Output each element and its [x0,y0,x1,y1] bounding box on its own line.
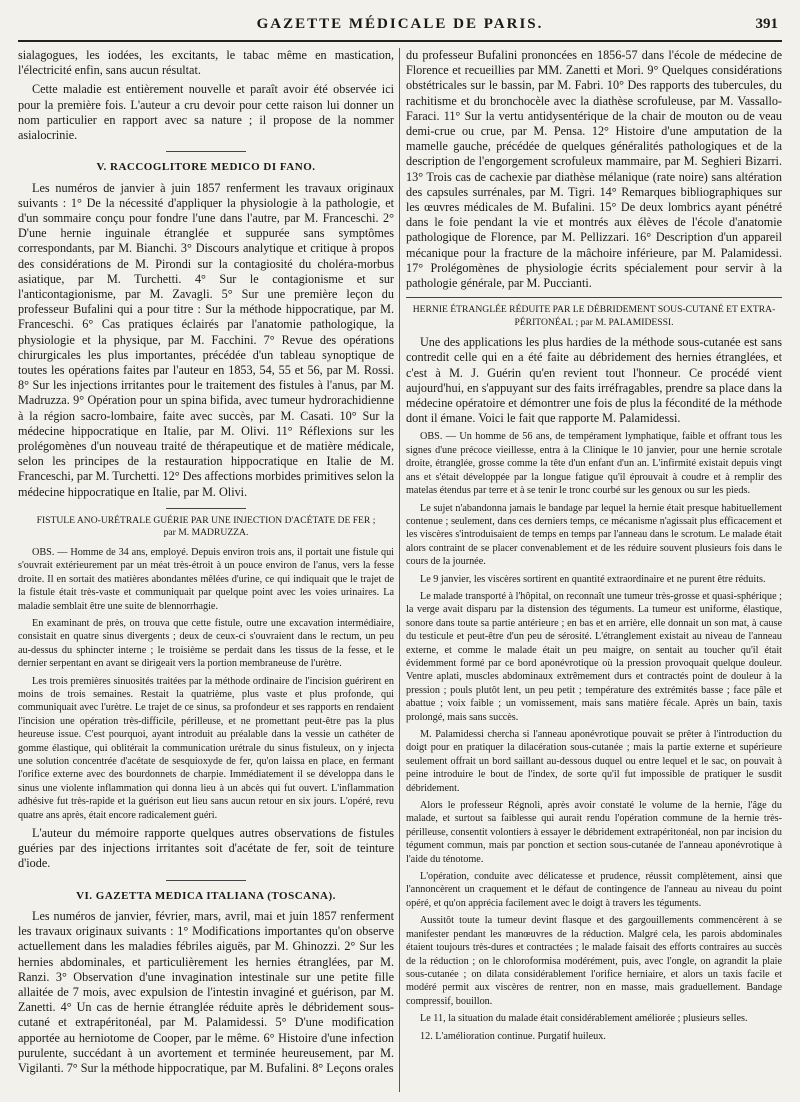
paragraph: OBS. — Un homme de 56 ans, de tempérament lymphatique, faible et offrant tous les signes d'une précoce vieillesse, entra à la Clinique le 10 janvier, pour une hernie scrotale droite, étranglée, grosse comme la tête d'un enfant d'un an. L'infirmité existait depuis vingt ans et s'était développée par la longue fatigue qu'il éprouvait à coudre et à remplir des matelas étendus par terre et à se tenir le tronc courbé sur les genoux ou sur les pieds. [406,431,782,497]
paragraph: Le sujet n'abandonna jamais le bandage par lequel la hernie était presque habituellement contenue ; seulement, dans ces derniers temps, ce mécanisme n'agissait plus efficacement et les viscères s'introduisaient de temps en temps par l'anneau dans le scrotum. Le malade était alors contraint de se placer convenablement et de les réduire souvent plusieurs fois dans le cours de la journée. [406,502,782,568]
paragraph: Les trois premières sinuosités traitées par la méthode ordinaire de l'incision guérirent en moins de trois semaines. Restait la quatrième, plus vaste et plus profonde, qui communiquait avec l'urètre. Le trajet de ce sinus, sa profondeur et ses rapports en rendaient l'incision une opération très-difficile, périlleuse, et ne promettant peut-être pas la plus heureuse issue. C'est pourquoi, ayant introduit au préalable dans la vessie un cathéter de gomme élastique, qui oblitérait la communication urétrale du sinus fistuleux, on y injecta une solution concentrée d'acétate de sesquioxyde de fer, qu'on laissa en place, en fermant l'orifice externe avec des bourdonnets de charpie. Immédiatement il se développa dans le sinus une violente inflammation qui donna lieu à un abcès qui fut ouvert. L'inflammation adhésive fut très-rapide et la guérison eut lieu sans aucun retour en six jours. L'opéré, revu quatre ans après, était encore radicalement guéri. [18,675,394,821]
paragraph: OBS. — Homme de 34 ans, employé. Depuis environ trois ans, il portait une fistule qui s'ouvrait extérieurement par un méat très-étroit à un pouce environ de l'anus, vers la fesse droite. Il en sortait des matières abondantes mêlées d'urine, ce qui indiquait que le trajet de la fistule était très-vaste et communiquait par quelque point avec les voies urinaires. La maladie semblait être une suite de blennorrhagie. [18,546,394,612]
left-column [18,48,394,1094]
paragraph: Le 9 janvier, les viscères sortirent en quantité extraordinaire et ne purent être réduits. [420,573,766,585]
article-title-line: HERNIE ÉTRANGLÉE RÉDUITE PAR LE DÉBRIDEMENT SOUS-CUTANÉ ET EXTRA- [412,304,776,316]
divider-rule [166,151,246,152]
paragraph: Les numéros de janvier, février, mars, avril, mai et juin 1857 renferment les travaux originaux suivants : 1° Modifications importantes qu'on observe actuellement dans les maladies fébriles aiguës, par M. Ghinozzi. 2° Sur les hernies abdominales, et particulièrement les hernies étranglées, par M. Ranzi. 3° Observation d'une invagination intestinale sur une petite fille allaitée de 7 mois, avec expulsion de l'intestin invaginé et guérison, par M. Zanetti. 4° Un cas de hernie étranglée réduite après le débridement sous-cutané et extrapéritonéal, par M. Palamidessi. 5° D'une modification apportée au herniotome de Cooper, par le même. 6° Histoire d'une infection purulente, succédant à un avortement et terminée heureusement, par M. Vigilanti. 7° Sur la méthode hippocratique, par M. Bufalini. 8° Leçons orales [18,909,394,1076]
paragraph: L'opération, conduite avec délicatesse et prudence, réussit complètement, ainsi que l'annoncèrent un craquement et le défaut de contingence de l'anneau au niveau du point opéré, et qu'on apprécia facilement avec le doigt à travers les téguments. [406,871,782,909]
paragraph: Alors le professeur Régnoli, après avoir constaté le volume de la hernie, l'âge du malade, et surtout sa faiblesse qui aurait rendu l'opération commune de la hernie très-périlleuse, consentit volontiers à essayer le débridement extrapéritonéal, non par incision du tégument commun, mais par ponction et section sous-cutanée de l'anneau aponévrotique à l'aide du ténotome. [406,800,782,865]
page-header [18,10,782,42]
journal-title: GAZETTE MÉDICALE DE PARIS. [256,16,544,32]
right-column [406,48,782,1094]
section-heading: V. RACCOGLITORE MEDICO DI FANO. [96,161,316,174]
paragraph: Les numéros de janvier à juin 1857 renferment les travaux originaux suivants : 1° De la nécessité d'appliquer la physiologie à la pathologie, et d'un sommaire conçu pour fondre l'une dans l'autre, par M. Franceschi. 2° D'une hernie inguinale étranglée et suppurée sans symptômes correspondants, par M. Bianchi. 3° Discours analytique et critique à propos des considérations de M. Pirondi sur la contagiosité du choléra-morbus asiatique, par M. Turchetti. 4° Sur le contagionisme et sur l'anticontagionisme, par M. Zavagli. 5° Sur une première leçon du professeur Bufalini qui a pour titre : Sur la méthode hippocratique, par M. Franceschi. 6° Cas pratiques éclairés par l'anatomie pathologique, la physiologie et la physique, par M. Facchini. 7° Revue des opérations chirurgicales les plus importantes, précédée d'un tableau synoptique de toutes les opérations faites par l'auteur en 1853, 54, 55 et 56, par M. Rossi. 8° Sur les injections irritantes pour le traitement des fistules à l'anus, par M. Madruzza. 9° Opération pour un spina bifida, avec tumeur hydrorachidienne à la région sacro-lombaire, faite avec succès, par M. Casati. 10° Sur la médecine hippocratique en Italie, par M. Olivi. 11° Réflexions sur les prolégomènes d'un nouveau traité de thérapeutique et de matière médicale, selon les principes de la restauration hippocratique en Italie de M. Franceschi, par M. Turchetti. 12° Des affections morbides primitives selon la médecine hippocratique en Italie, par M. Olivi. [18,180,394,499]
article-title-line: PÉRITONÉAL ; par M. PALAMIDESSI. [514,316,674,328]
article-title-line: par M. MADRUZZA. [163,527,249,539]
article-title [18,515,394,540]
article-title [406,304,782,329]
paragraph: En examinant de près, on trouva que cette fistule, outre une excavation intermédiaire, consistait en quatre sinus divergents ; deux de ceux-ci s'ouvraient dans le rectum, un peu au-dessus du sphincter interne ; le troisième se perdait dans les tissus de la fesse, et le dernier serpentant en avant se dirigeait vers la portion membraneuse de l'urètre. [18,617,394,670]
paragraph: Aussitôt toute la tumeur devint flasque et des gargouillements commencèrent à se manifester pendant les manœuvres de la réduction. Malgré cela, les parois abdominales étaient toujours très-dures et contractées ; le malade faisait des efforts contraires au succès de la réduction ; on le chloroformisa modérément, puis, avec l'ongle, on agrandit la plaie sous-cutanée ; on dilata considérablement l'orifice herniaire, et alors un taxis facile et modéré permit aux viscères de rentrer, non en masse, mais graduellement. Bandage compressif, bouillon. [406,915,782,1007]
divider-rule [406,297,782,298]
paragraph: Cette maladie est entièrement nouvelle et paraît avoir été observée ici pour la première fois. L'auteur a cru devoir pour cette raison lui donner un nom particulier en rapport avec sa nature ; il propose de la nommer asialocrinie. [18,82,394,143]
paragraph: Le 11, la situation du malade était considérablement améliorée ; plusieurs selles. [420,1013,748,1025]
section-heading: VI. GAZETTA MEDICA ITALIANA (TOSCANA). [76,889,336,902]
paragraph: 12. L'amélioration continue. Purgatif huileux. [420,1030,606,1042]
paragraph: M. Palamidessi chercha si l'anneau aponévrotique pouvait se prêter à l'introduction du doigt pour en pratiquer la dilacération sous-cutanée ; mais la partie externe et supérieure seulement offrait un bord saillant au-dessous duquel ou entre lequel et le sac, on pouvait à peine introduire le bout de l'index, de sorte qu'il fut impossible de pratiquer le susdit débridement. [406,729,782,794]
paragraph: sialagogues, les iodées, les excitants, le tabac même en mastication, l'électricité enfin, sans aucun résultat. [18,48,394,78]
divider-rule [166,880,246,881]
column-divider [399,48,400,1092]
divider-rule [166,508,246,509]
page-number: 391 [755,16,778,32]
paragraph: Une des applications les plus hardies de la méthode sous-cutanée est sans contredit celle qui en a été faite au débridement des hernies étranglées, et c'est à M. J. Guérin qu'en revient tout l'honneur. Ce procédé vient aujourd'hui, en s'appuyant sur des faits irréfragables, prendre sa place dans la médecine opératoire et démontrer une fois de plus la fécondité de la méthode dont il émane. Voici le fait que rapporte M. Palamidessi. [406,335,782,426]
paragraph: du professeur Bufalini prononcées en 1856-57 dans l'école de médecine de Florence et recueillies par MM. Zanetti et Mori. 9° Quelques considérations obstétricales sur le bassin, par M. Fabri. 10° Des rapports des tubercules, du rachitisme et du bronchocèle avec la diathèse scrofuleuse, par M. Vassallo-Faraci. 11° Sur la vertu antidysentérique de la chair de mouton ou de veau demi-crue ou crue, par M. Pensa. 12° Histoire d'une amputation de la mamelle gauche, précédée de quelques généralités pathologiques et de la description de l'engorgement scrofuleux mammaire, par M. Seghieri Bizarri. 13° Trois cas de cachexie par diathèse mélanique (rate noire) sans altération des capsules surrénales, par M. Tigri. 14° Remarques bibliographiques sur les œuvres médicales de M. Bufalini. 15° De deux lombrics ayant pénétré dans le foie pendant la vie et montrés aux élèves de l'école d'anatomie pathologique de Florence, par M. Pellizzari. 16° Description d'un appareil mécanique pour la fracture de la mâchoire inférieure, par M. Palamidessi. 17° Prolégomènes de physiologie écrits spécialement pour servir à la pathologie générale, par M. Puccianti. [406,48,782,291]
article-title-line: FISTULE ANO-URÉTRALE GUÉRIE PAR UNE INJECTION D'ACÉTATE DE FER ; [36,514,376,526]
paragraph: Le malade transporté à l'hôpital, on reconnaît une tumeur très-grosse et quasi-sphérique ; la verge avait disparu par la distension des téguments. La tumeur est uniforme, élastique, sonore dans toute sa partie antérieure ; en bas et en arrière, elle donnait un son mat, à cause du testicule et peut-être d'un peu de sérosité. L'étranglement existait au niveau de l'anneau externe, et comme le malade était un peu maigre, on sentait au toucher qu'il était évidemment formé par ce bord aponévrotique où la pression provoquait quelque douleur. Ventre aplati, muscles abdominaux extrêmement durs et contractés point de douleur à la pression ; pouls plutôt lent, un peu petit ; température des extrémités basse ; face pâle et abattue ; voix faible ; un vomissement, mais sans matière fécale. Après un bain, taxis prolongé, mais sans succès. [406,590,782,723]
paragraph: L'auteur du mémoire rapporte quelques autres observations de fistules guéries par des injections irritantes soit d'acétate de fer, soit de teinture d'iode. [18,826,394,871]
